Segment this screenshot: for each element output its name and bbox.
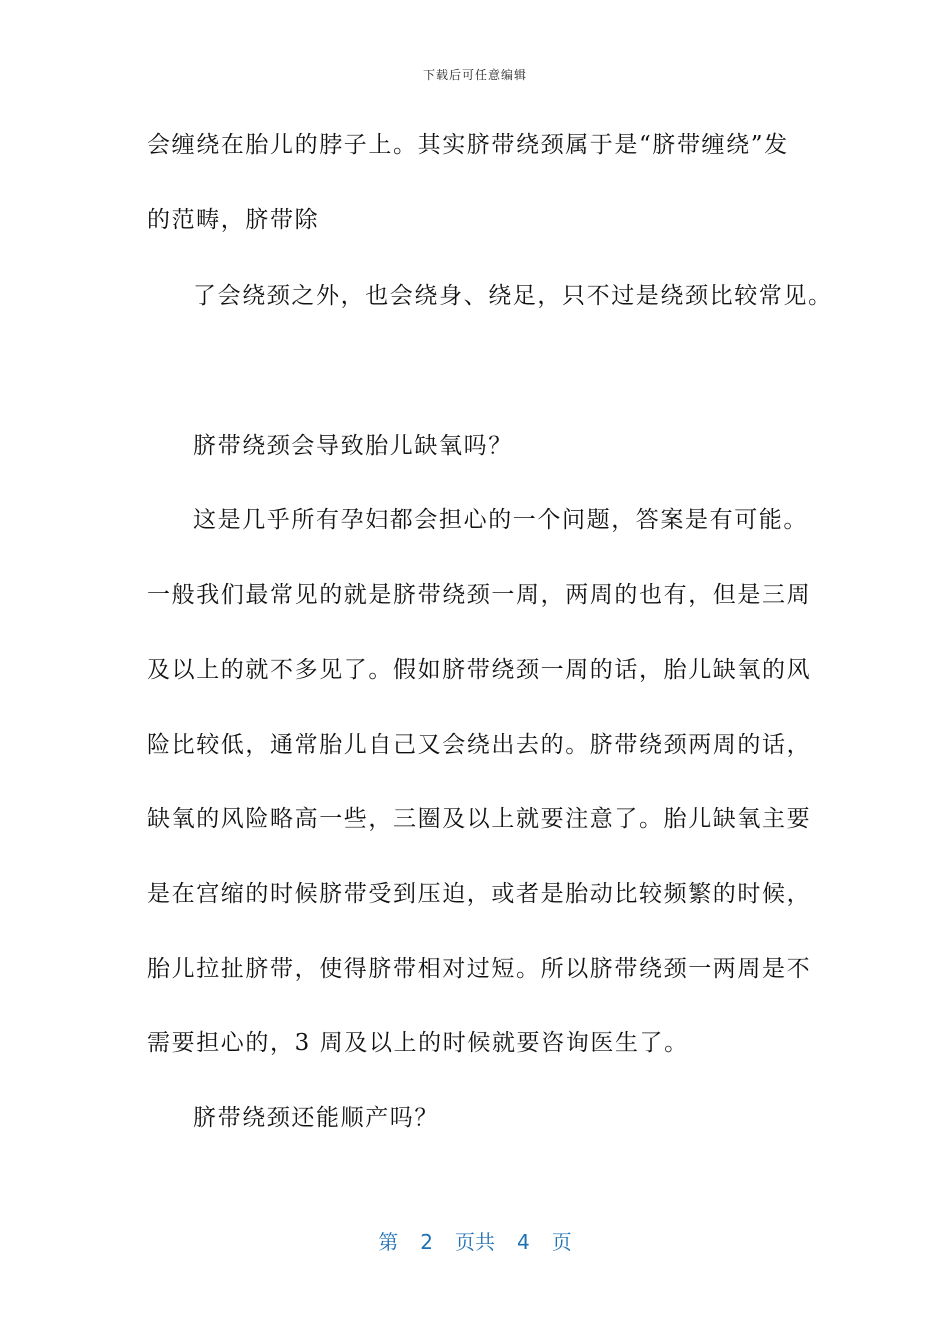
section-heading: 脐带绕颈还能顺产吗？ xyxy=(193,1105,439,1131)
body-line: 险比较低，通常胎儿自己又会绕出去的。脐带绕颈两周的话， xyxy=(147,732,812,758)
section-heading: 脐带绕颈会导致胎儿缺氧吗？ xyxy=(193,433,513,459)
footer-middle: 页共 xyxy=(455,1230,495,1254)
header-note: 下载后可任意编辑 xyxy=(422,68,527,82)
body-line: 这是几乎所有孕妇都会担心的一个问题，答案是有可能。 xyxy=(193,507,808,533)
body-line: 了会绕颈之外，也会绕身、绕足，只不过是绕颈比较常见。 xyxy=(193,283,833,309)
body-line: 会缠绕在胎儿的脖子上。其实脐带绕颈属于是“脐带缠绕”发 xyxy=(147,132,789,158)
page-footer xyxy=(0,1226,950,1255)
body-line: 缺氧的风险略高一些，三圈及以上就要注意了。胎儿缺氧主要 xyxy=(147,806,812,832)
body-line: 是在宫缩的时候脐带受到压迫，或者是胎动比较频繁的时候， xyxy=(147,881,812,907)
body-line: 及以上的就不多见了。假如脐带绕颈一周的话，胎儿缺氧的风 xyxy=(147,657,812,683)
body-line: 一般我们最常见的就是脐带绕颈一周，两周的也有，但是三周 xyxy=(147,582,812,608)
body-line: 胎儿拉扯脐带，使得脐带相对过短。所以脐带绕颈一两周是不 xyxy=(147,956,812,982)
footer-prefix: 第 xyxy=(378,1230,399,1254)
body-line: 需要担心的，3 周及以上的时候就要咨询医生了。 xyxy=(147,1030,689,1056)
footer-total-pages: 4 xyxy=(517,1230,530,1254)
footer-current-page: 2 xyxy=(420,1230,433,1254)
body-line: 的范畴，脐带除 xyxy=(147,207,320,233)
footer-suffix: 页 xyxy=(551,1230,572,1254)
